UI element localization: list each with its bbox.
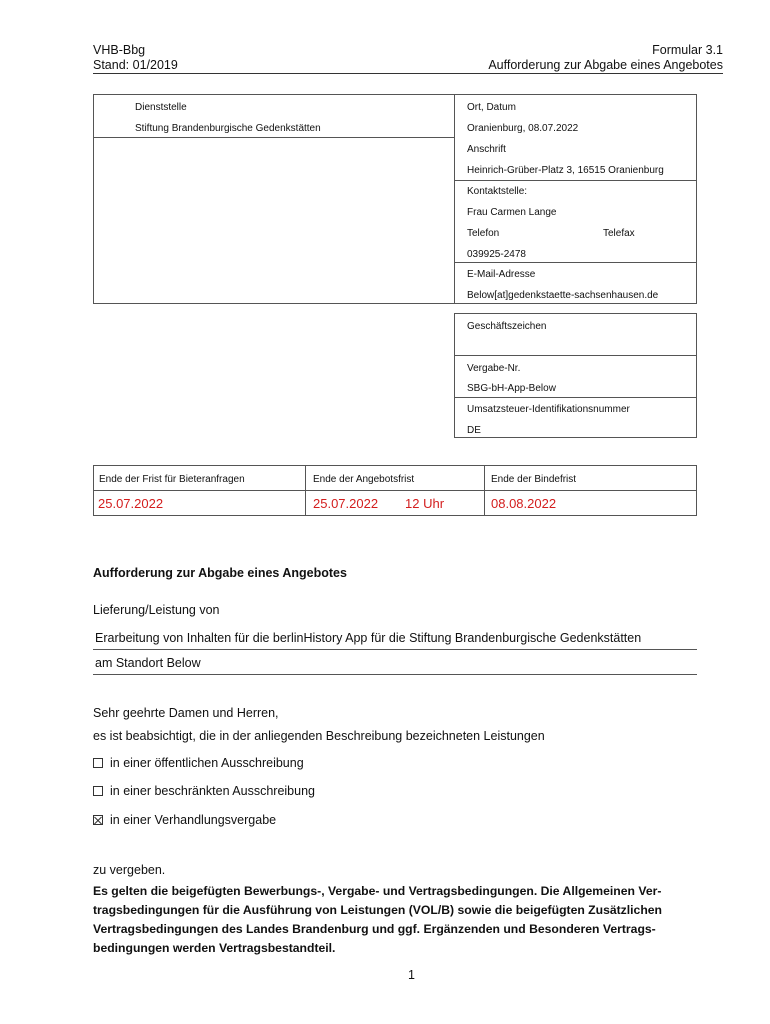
- phone-value: 039925-2478: [467, 249, 526, 260]
- deadlines-header-rule: [93, 490, 697, 491]
- phone-bottom-rule: [454, 262, 697, 263]
- award-text: zu vergeben.: [93, 863, 166, 877]
- salutation: Sehr geehrte Damen und Herren,: [93, 706, 279, 720]
- service-underline-1: [93, 649, 697, 650]
- form-title: Aufforderung zur Abgabe eines Angebotes: [488, 58, 723, 72]
- binding-deadline-label: Ende der Bindefrist: [491, 474, 577, 485]
- inquiry-deadline-value: 25.07.2022: [98, 496, 164, 511]
- form-version: Stand: 01/2019: [93, 58, 178, 72]
- intro-text: es ist beabsichtigt, die in der anliegenden Beschreibung bezeichneten Leistungen: [93, 729, 545, 743]
- conditions-line4: bedingungen werden Vertragsbestandteil.: [93, 941, 336, 955]
- form-code: VHB-Bbg: [93, 43, 146, 57]
- option-negotiated-award[interactable]: [93, 813, 276, 827]
- place-date-value: Oranienburg, 08.07.2022: [467, 123, 579, 134]
- contact-person-label: Kontaktstelle:: [467, 186, 528, 197]
- option-negotiated-award-label: in einer Verhandlungsvergabe: [110, 813, 277, 827]
- tender-bottom-rule: [454, 397, 697, 398]
- inquiry-deadline-label: Ende der Frist für Bieteranfragen: [99, 474, 245, 485]
- vat-id-value: DE: [467, 425, 481, 436]
- header-rule: [93, 73, 723, 74]
- email-value: Below[at]gedenkstaette-sachsenhausen.de: [467, 290, 659, 301]
- offer-deadline-label: Ende der Angebotsfrist: [313, 474, 415, 485]
- conditions-line2: tragsbedingungen für die Ausführung von Leistungen (VOL/B) sowie die beigefügten Zusätzlichen: [93, 903, 662, 917]
- delivery-label: Lieferung/Leistung von: [93, 603, 220, 617]
- section-heading: Aufforderung zur Abgabe eines Angebotes: [93, 566, 347, 580]
- service-description-line1: Erarbeitung von Inhalten für die berlinHistory App für die Stiftung Brandenburgische Gedenkstätten: [95, 631, 642, 645]
- file-number-label: Geschäftszeichen: [467, 321, 547, 332]
- place-date-label: Ort, Datum: [467, 102, 516, 113]
- binding-deadline-value: 08.08.2022: [491, 496, 557, 511]
- address-value: Heinrich-Grüber-Platz 3, 16515 Oranienburg: [467, 165, 664, 176]
- checkbox-restricted-tender[interactable]: [93, 786, 103, 796]
- deadlines-col-divider-1: [305, 465, 306, 516]
- phone-label: Telefon: [467, 228, 500, 239]
- deadlines-col-divider-2: [484, 465, 485, 516]
- offer-deadline-date: 25.07.2022: [313, 496, 379, 511]
- contact-box-divider: [454, 94, 455, 304]
- offer-deadline-time: 12 Uhr: [405, 496, 445, 511]
- option-public-tender[interactable]: [93, 756, 304, 770]
- address-bottom-rule: [454, 180, 697, 181]
- contact-person-value: Frau Carmen Lange: [467, 207, 557, 218]
- authority-value: Stiftung Brandenburgische Gedenkstätten: [135, 123, 321, 134]
- authority-bottom-rule: [93, 137, 455, 138]
- fax-label: Telefax: [603, 228, 635, 239]
- page-number: 1: [408, 968, 415, 982]
- email-label: E-Mail-Adresse: [467, 269, 536, 280]
- conditions-line3: Vertragsbedingungen des Landes Brandenburg und ggf. Ergänzenden und Besonderen Vertrags-: [93, 922, 656, 936]
- tender-number-value: SBG-bH-App-Below: [467, 383, 556, 394]
- tender-number-label: Vergabe-Nr.: [467, 363, 521, 374]
- form-number: Formular 3.1: [652, 43, 723, 57]
- vat-id-label: Umsatzsteuer-Identifikationsnummer: [467, 404, 630, 415]
- service-underline-2: [93, 674, 697, 675]
- file-number-bottom-rule: [454, 355, 697, 356]
- authority-label: Dienststelle: [135, 102, 187, 113]
- address-label: Anschrift: [467, 144, 506, 155]
- checkbox-public-tender[interactable]: [93, 758, 103, 768]
- option-restricted-tender[interactable]: [93, 784, 315, 798]
- option-restricted-tender-label: in einer beschränkten Ausschreibung: [110, 784, 315, 798]
- option-public-tender-label: in einer öffentlichen Ausschreibung: [110, 756, 304, 770]
- service-description-line2: am Standort Below: [95, 656, 201, 670]
- checkbox-negotiated-award[interactable]: [93, 815, 103, 825]
- conditions-line1: Es gelten die beigefügten Bewerbungs-, Vergabe- und Vertragsbedingungen. Die Allgemeinen Ver-: [93, 884, 662, 898]
